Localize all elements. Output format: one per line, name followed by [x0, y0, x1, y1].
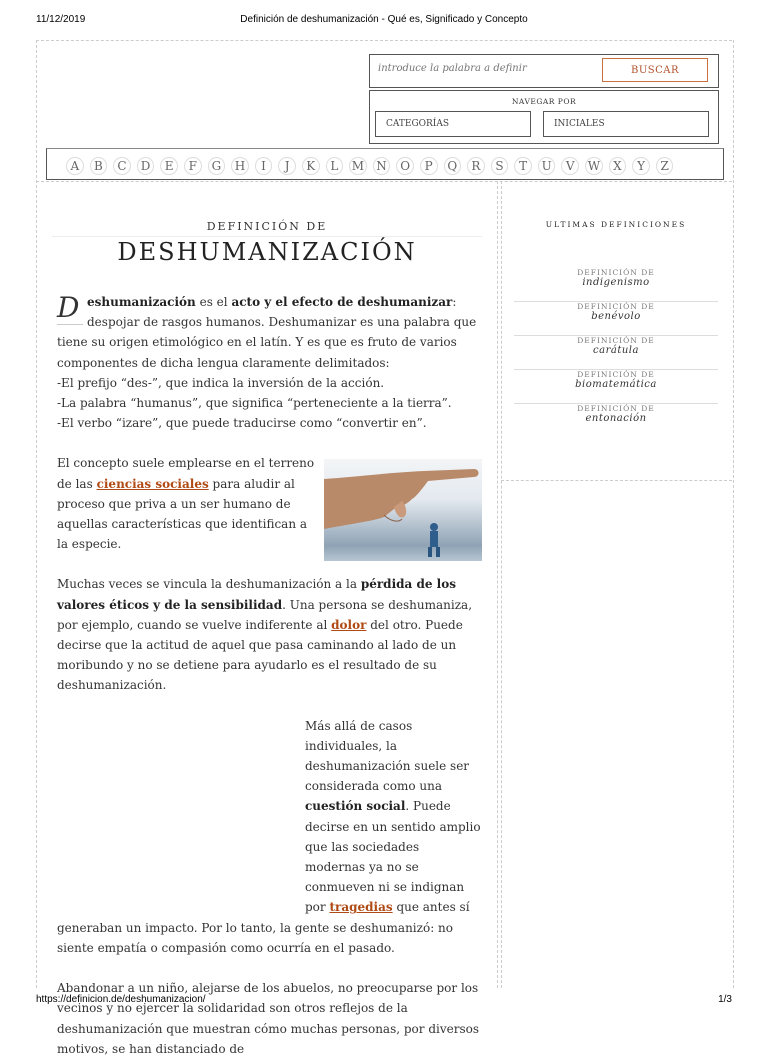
text-span: del otro. Puede decirse que la actitud de aquel que pasa caminando al lado de un moribundo y no se detiene para ayudarlo es el resultado de su deshumanización. [57, 617, 463, 693]
letter-x[interactable]: X [606, 156, 630, 176]
values-bold: pérdida de los valores éticos y de la sensibilidad [57, 577, 456, 612]
definition-bold: acto y el efecto de deshumanizar [231, 295, 453, 309]
letter-z[interactable]: Z [653, 156, 677, 176]
letter-r[interactable]: R [464, 156, 488, 176]
letter-n[interactable]: N [370, 156, 394, 176]
letter-w[interactable]: W [582, 156, 606, 176]
letter-s[interactable]: S [488, 156, 512, 176]
text-span: El concepto suele emplearse en el terreno de las [57, 456, 315, 491]
sidebar-item-word: benévolo [591, 311, 641, 322]
paragraph-5: Abandonar a un niño, alejarse de los abuelos, no preocuparse por los vecinos y no ejercer la solidaridad son otros reflejos de la deshumanización que muestran cómo muchas personas, por diversos motivos, se han distanciado de [57, 981, 480, 1056]
letter-f[interactable]: F [181, 156, 205, 176]
column-divider-inner [501, 181, 502, 988]
article-kicker: DEFINICIÓN DE [206, 220, 328, 233]
header-divider [36, 181, 732, 182]
letter-t[interactable]: T [511, 156, 535, 176]
letter-d[interactable]: D [134, 156, 158, 176]
letter-h[interactable]: H [228, 156, 252, 176]
text-span: Muchas veces se vincula la deshumanización a la [57, 577, 361, 592]
kicker-rule [52, 236, 482, 237]
initials-button[interactable]: INICIALES [543, 111, 709, 137]
page-title: DESHUMANIZACIÓN [117, 238, 417, 266]
alphabet-row [63, 156, 676, 176]
sidebar-item-word: entonación [585, 413, 647, 424]
term-bold: eshumanización [87, 295, 196, 309]
sidebar-item-word: biomatemática [575, 379, 657, 390]
ad-spacer [57, 716, 305, 916]
text-span: para aludir al proceso que priva a un ser humano de aquellas características que identifican a la especie. [57, 476, 308, 552]
sidebar-item-kicker: DEFINICIÓN DE [577, 302, 655, 311]
sidebar-bottom-divider [501, 480, 732, 481]
sidebar-item-entonacion[interactable] [514, 404, 718, 437]
letter-v[interactable]: V [558, 156, 582, 176]
letter-g[interactable]: G [205, 156, 229, 176]
print-page-number: 1/3 [718, 994, 732, 1005]
letter-u[interactable]: U [535, 156, 559, 176]
letter-k[interactable]: K [299, 156, 323, 176]
text-span: . Puede decirse en un sentido amplio que las sociedades modernas ya no se conmueven ni se indignan por [305, 799, 481, 915]
list-line-3: -El verbo “izare”, que puede traducirse como “convertir en”. [57, 416, 427, 431]
sidebar-item-kicker: DEFINICIÓN DE [577, 370, 655, 379]
drop-cap: D [57, 294, 83, 325]
letter-i[interactable]: I [252, 156, 276, 176]
sidebar-item-word: carátula [593, 345, 639, 356]
text-span: es el [195, 295, 232, 309]
paragraph-4 [57, 716, 482, 958]
paragraph-3 [57, 574, 482, 695]
list-line-2: -La palabra “humanus”, que significa “perteneciente a la tierra”. [57, 396, 452, 411]
letter-b[interactable]: B [87, 156, 111, 176]
text-span: que antes sí generaban un impacto. Por lo tanto, la gente se deshumanizó: no siente empatía o compasión como ocurría en el pasado. [57, 900, 470, 955]
frame-top-border [36, 40, 732, 41]
print-title: Definición de deshumanización - Qué es, Significado y Concepto [240, 14, 528, 25]
list-line-1: -El prefijo “des-”, que indica la inversión de la acción. [57, 375, 385, 390]
column-divider [497, 181, 498, 988]
search-button[interactable]: BUSCAR [602, 58, 708, 82]
nav-label: NAVEGAR POR [511, 97, 577, 106]
link-dolor[interactable]: dolor [331, 617, 367, 632]
sidebar-item-kicker: DEFINICIÓN DE [577, 268, 655, 277]
sidebar-item-word: indigenismo [582, 277, 650, 288]
letter-y[interactable]: Y [629, 156, 653, 176]
print-date: 11/12/2019 [36, 14, 86, 25]
print-url: https://definicion.de/deshumanizacion/ [36, 994, 206, 1005]
alphabet-bar [46, 148, 724, 180]
search-box [369, 54, 719, 88]
link-tragedias[interactable]: tragedias [329, 900, 393, 915]
letter-q[interactable]: Q [441, 156, 465, 176]
social-bold: cuestión social [305, 799, 406, 814]
hand-illustration [324, 459, 482, 561]
categories-button[interactable]: CATEGORÍAS [375, 111, 531, 137]
sidebar-item-kicker: DEFINICIÓN DE [577, 336, 655, 345]
letter-p[interactable]: P [417, 156, 441, 176]
paragraph-intro [57, 292, 482, 433]
text-span: Más allá de casos individuales, la deshumanización suele ser considerada como una [305, 718, 470, 794]
letter-c[interactable]: C [110, 156, 134, 176]
sidebar-item-biomatematica[interactable] [514, 370, 718, 404]
sidebar-item-indigenismo[interactable] [514, 268, 718, 302]
letter-j[interactable]: J [275, 156, 299, 176]
text-span: : despojar de rasgos humanos. Deshumanizar es una palabra que tiene su origen etimológico en el latín. Y es que es fruto de varios componentes de dicha lengua claramente delimitados: [57, 295, 477, 370]
letter-l[interactable]: L [323, 156, 347, 176]
paragraph-2 [57, 453, 482, 554]
letter-o[interactable]: O [393, 156, 417, 176]
letter-a[interactable]: A [63, 156, 87, 176]
article-body [57, 292, 482, 1059]
navigation-box [369, 90, 719, 144]
letter-e[interactable]: E [157, 156, 181, 176]
sidebar-title: ULTIMAS DEFINICIONES [545, 220, 687, 229]
sidebar-item-caratula[interactable] [514, 336, 718, 370]
finger-flick-photo [324, 459, 482, 561]
search-input[interactable] [376, 62, 600, 75]
sidebar-item-benevolo[interactable] [514, 302, 718, 336]
letter-m[interactable]: M [346, 156, 370, 176]
link-ciencias-sociales[interactable]: ciencias sociales [96, 476, 209, 491]
sidebar-item-kicker: DEFINICIÓN DE [577, 404, 655, 413]
text-span: . Una persona se deshumaniza, por ejemplo, cuando se vuelve indiferente al [57, 597, 473, 632]
